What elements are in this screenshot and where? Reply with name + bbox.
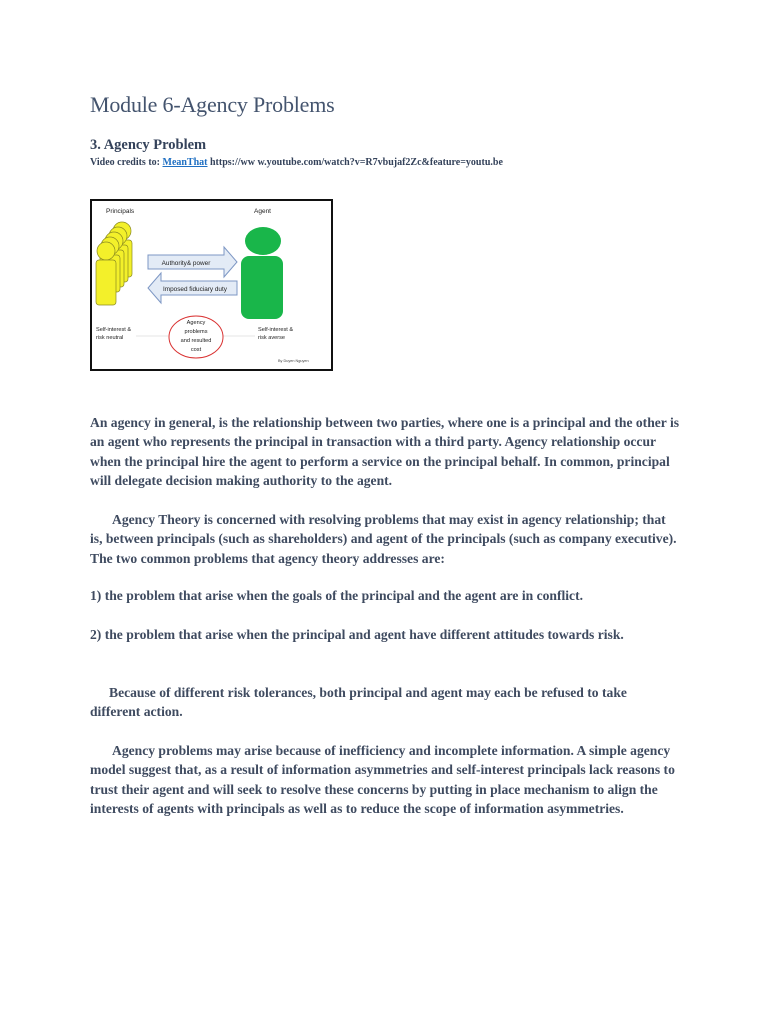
agency-problems-callout (169, 316, 223, 358)
paragraph-3: 1) the problem that arise when the goals of the principal and the agent are in conflict. (90, 588, 584, 603)
problem-line2: problems (184, 329, 208, 335)
agent-trait-line1: Self-interest & (258, 327, 294, 333)
fiduciary-label: Imposed fiduciary duty (163, 286, 227, 293)
problem-line4: cost (190, 347, 202, 353)
problem-line3: and resulted (180, 338, 212, 344)
authority-label: Authority& power (161, 260, 211, 267)
agency-diagram (90, 199, 333, 371)
agent-label: Agent (254, 208, 271, 215)
paragraph-2: Agency Theory is concerned with resolving problems that may exist in agency relationship; that is, between principals (such as shareholders) and agent of the principals (such as company executive). The two common problems that agency theory addresses are: (90, 512, 677, 566)
section-heading: 3. Agency Problem (90, 137, 207, 153)
paragraph-4: 2) the problem that arise when the principal and agent have different attitudes towards risk. (90, 627, 624, 642)
diagram-author: By Duyen Nguyen (278, 359, 309, 363)
video-credits (90, 157, 503, 168)
principal-trait-line2: risk neutral (96, 335, 124, 341)
credits-prefix: Video credits to: (90, 157, 160, 168)
page-title: Module 6-Agency Problems (90, 92, 335, 117)
principals-label: Principals (106, 208, 135, 215)
paragraph-6: Agency problems may arise because of inefficiency and incomplete information. A simple agency model suggest that, as a result of information asymmetries and self-interest principals lack reasons to trust their agent and will seek to resolve these concerns by putting in place mechanism to align the interests of agents with principals as well as to reduce the scope of information asymmetries. (90, 743, 675, 816)
paragraph-5: Because of different risk tolerances, both principal and agent may each be refused to take different action. (90, 685, 627, 720)
principals-icon (96, 222, 132, 305)
agent-icon (241, 227, 283, 319)
paragraph-1: An agency in general, is the relationship between two parties, where one is a principal and the other is an agent who represents the principal in transaction with a third party. Agency relationship occur when the principal hire the agent to perform a service on the principal behalf. In common, principal will delegate decision making authority to the agent. (90, 415, 680, 488)
agent-trait-line2: risk averse (258, 335, 286, 341)
principal-trait-line1: Self-interest & (96, 327, 132, 333)
problem-line1: Agency (186, 320, 206, 326)
meanthat-link[interactable]: MeanThat (162, 157, 208, 168)
agency-diagram-svg (92, 201, 331, 369)
video-url[interactable]: https://ww w.youtube.com/watch?v=R7vbujaf2Zc&feature=youtu.be (210, 157, 503, 168)
